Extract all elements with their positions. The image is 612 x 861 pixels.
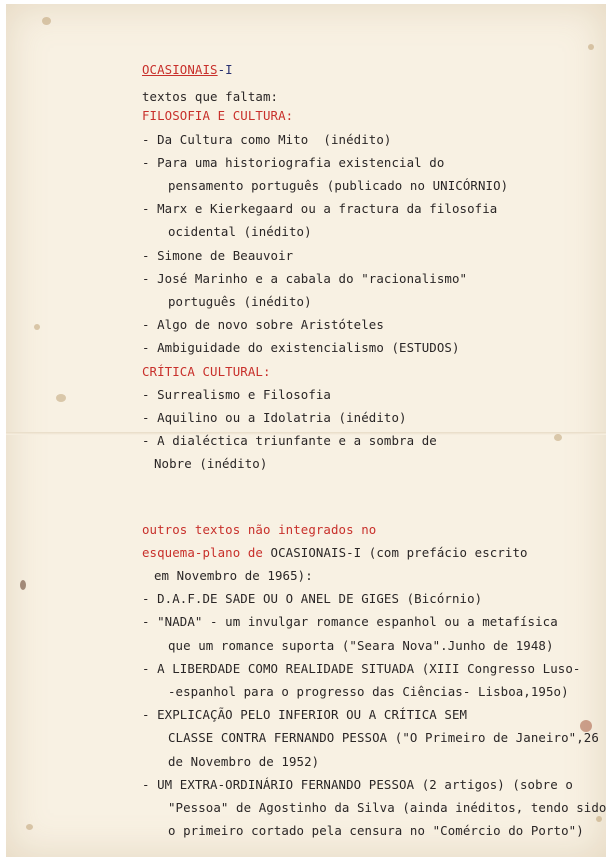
list-item: - Algo de novo sobre Aristóteles <box>142 317 384 333</box>
list-item-continuation: pensamento português (publicado no UNICÓRNIO) <box>168 178 509 194</box>
list-item: - "NADA" - um invulgar romance espanhol ou a metafísica <box>142 614 558 630</box>
list-item-continuation: "Pessoa" de Agostinho da Silva (ainda inéditos, tendo sido <box>168 800 607 816</box>
stain <box>20 580 26 590</box>
heading-rest-part: OCASIONAIS-I (com prefácio escrito <box>262 544 528 560</box>
title-main: OCASIONAIS <box>142 62 218 77</box>
stain <box>56 394 66 402</box>
list-item-continuation: português (inédito) <box>168 294 312 310</box>
stain <box>42 17 51 25</box>
title-suffix: -I <box>217 62 233 77</box>
heading-red-part: esquema-plano de <box>142 544 263 560</box>
stain <box>34 324 40 330</box>
list-item: - EXPLICAÇÃO PELO INFERIOR OU A CRÍTICA SEM <box>142 707 468 723</box>
list-outros <box>142 587 607 842</box>
section-heading-outros: outros textos não integrados no <box>142 521 377 537</box>
list-filosofia <box>142 128 592 360</box>
list-item: - A dialéctica triunfante e a sombra de <box>142 433 437 449</box>
list-item: - Ambiguidade do existencialismo (ESTUDOS) <box>142 340 460 356</box>
document-title <box>142 58 592 81</box>
section-heading-critica: CRÍTICA CULTURAL: <box>142 363 271 379</box>
subtitle: textos que faltam: <box>142 89 279 105</box>
list-item-continuation: ocidental (inédito) <box>168 224 312 240</box>
section-heading-outros-line2 <box>142 541 592 564</box>
typed-document <box>142 58 607 843</box>
list-item-continuation: de Novembro de 1952) <box>168 753 320 769</box>
stain <box>26 824 33 830</box>
section-heading-filosofia: FILOSOFIA E CULTURA: <box>142 108 294 124</box>
list-item: - José Marinho e a cabala do "racionalismo" <box>142 270 468 286</box>
list-item: - Simone de Beauvoir <box>142 247 294 263</box>
list-critica <box>142 383 592 476</box>
list-item: - Para uma historiografia existencial do <box>142 154 445 170</box>
list-item-continuation: Nobre (inédito) <box>154 456 268 472</box>
list-item: - Da Cultura como Mito (inédito) <box>142 131 392 147</box>
list-item: - A LIBERDADE COMO REALIDADE SITUADA (XIII Congresso Luso- <box>142 660 581 676</box>
list-item: - Surrealismo e Filosofia <box>142 386 331 402</box>
list-item: - UM EXTRA-ORDINÁRIO FERNANDO PESSOA (2 artigos) (sobre o <box>142 776 573 792</box>
list-item: - Marx e Kierkegaard ou a fractura da filosofia <box>142 201 498 217</box>
list-item-continuation: -espanhol para o progresso das Ciências- Lisboa,195o) <box>168 684 569 700</box>
list-item-continuation: o primeiro cortado pela censura no "Comércio do Porto") <box>168 823 584 839</box>
list-item: - Aquilino ou a Idolatria (inédito) <box>142 410 407 426</box>
stain <box>588 44 594 50</box>
section-heading-outros-line3: em Novembro de 1965): <box>154 568 313 584</box>
list-item: - D.A.F.DE SADE OU O ANEL DE GIGES (Bicórnio) <box>142 591 483 607</box>
list-item-continuation: que um romance suporta ("Seara Nova".Junho de 1948) <box>168 637 554 653</box>
list-item-continuation: CLASSE CONTRA FERNANDO PESSOA ("O Primeiro de Janeiro",26 <box>168 730 599 746</box>
